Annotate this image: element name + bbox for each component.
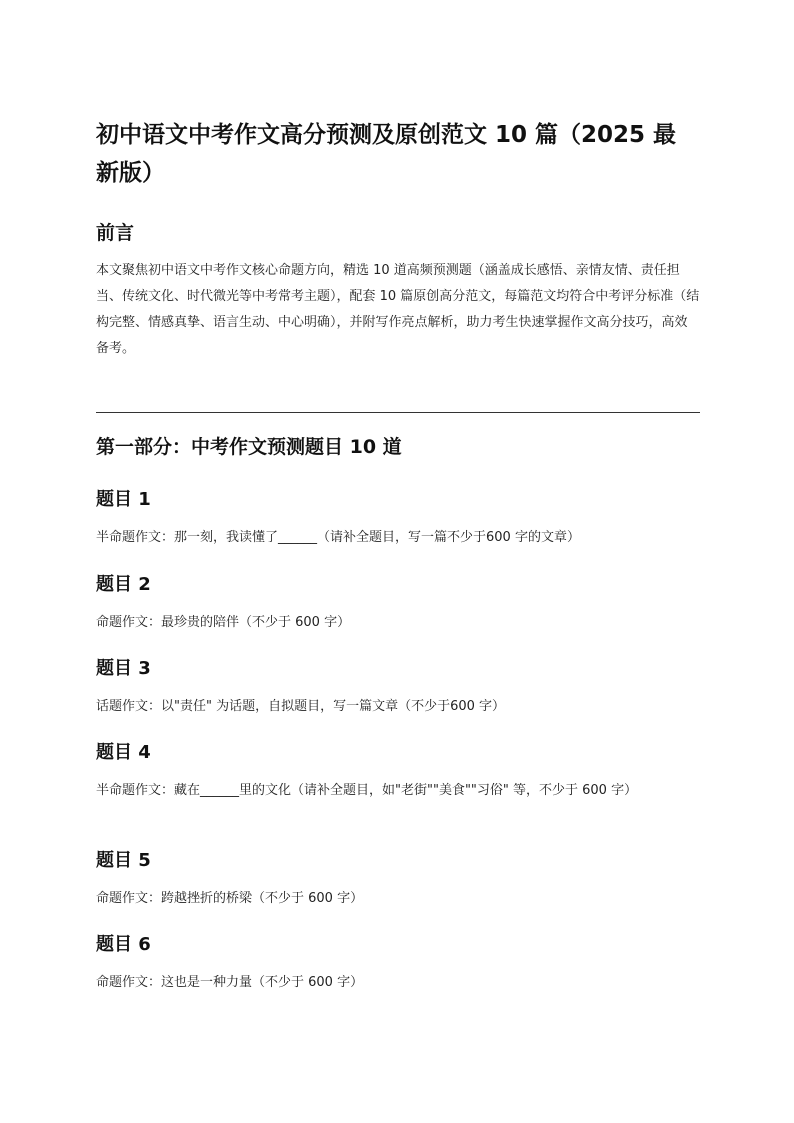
topic-text: 半命题作文：藏在______里的文化（请补全题目，如"老街""美食""习俗" 等，不少于 600 字） <box>96 783 638 798</box>
part-one-heading: 第一部分：中考作文预测题目 10 道 <box>96 436 402 458</box>
section-divider <box>96 412 700 413</box>
preface-heading: 前言 <box>96 222 135 244</box>
topic-text: 命题作文：这也是一种力量（不少于 600 字） <box>96 975 364 990</box>
preface-paragraph: 本文聚焦初中语文中考作文核心命题方向，精选 10 道高频预测题（涵盖成长感悟、亲情友情、责任担当、传统文化、时代微光等中考常考主题），配套 10 篇原创高分范文，每篇范文均符合中考评分标准（结构完整、情感真挚、语言生动、中心明确），并附写作亮点解析，助力考生快速掌握作文高分技巧，高效备考。 <box>96 263 700 356</box>
topic-heading: 题目 5 <box>96 850 151 871</box>
topic-heading: 题目 6 <box>96 934 151 955</box>
topic-text: 半命题作文：那一刻，我读懂了______（请补全题目，写一篇不少于600 字的文章） <box>96 530 580 545</box>
topic-heading: 题目 4 <box>96 742 151 763</box>
topic-heading: 题目 1 <box>96 489 151 510</box>
topic-text: 命题作文：最珍贵的陪伴（不少于 600 字） <box>96 615 351 630</box>
topic-text: 命题作文：跨越挫折的桥梁（不少于 600 字） <box>96 891 364 906</box>
topic-text: 话题作文：以"责任" 为话题，自拟题目，写一篇文章（不少于600 字） <box>96 699 506 714</box>
document-title: 初中语文中考作文高分预测及原创范文 10 篇（2025 最新版） <box>96 122 677 186</box>
topic-heading: 题目 2 <box>96 574 151 595</box>
topic-heading: 题目 3 <box>96 658 151 679</box>
